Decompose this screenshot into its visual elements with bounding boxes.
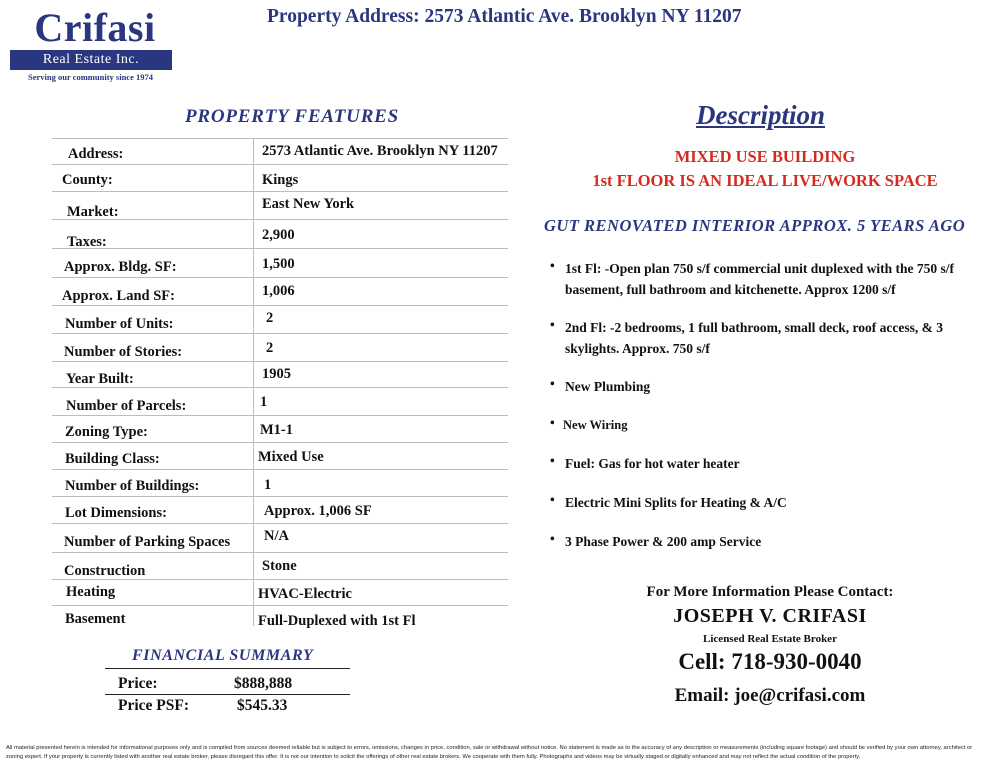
bullet-dot: • bbox=[550, 453, 555, 468]
feature-label: Year Built: bbox=[66, 371, 134, 387]
bullet-dot: • bbox=[550, 531, 555, 546]
description-title: Description bbox=[696, 100, 826, 130]
description-subheading: GUT RENOVATED INTERIOR APPROX. 5 YEARS AGO bbox=[544, 216, 966, 235]
feature-value: 1905 bbox=[262, 366, 291, 382]
feature-label: County: bbox=[62, 172, 113, 188]
feature-value: 1 bbox=[264, 477, 272, 493]
price-label: Price: bbox=[118, 675, 158, 692]
feature-label: Number of Stories: bbox=[64, 344, 183, 360]
feature-value: N/A bbox=[264, 528, 289, 544]
feature-label: Building Class: bbox=[65, 451, 160, 467]
feature-row bbox=[52, 164, 508, 192]
feature-row bbox=[52, 469, 508, 497]
table-column-divider bbox=[253, 138, 254, 626]
feature-value: 1,006 bbox=[262, 283, 295, 299]
contact-intro: For More Information Please Contact: bbox=[646, 584, 894, 600]
feature-value: Full-Duplexed with 1st Fl bbox=[258, 613, 416, 629]
property-features-title: PROPERTY FEATURES bbox=[185, 106, 400, 127]
feature-label: Market: bbox=[67, 204, 119, 220]
bullet-item: Fuel: Gas for hot water heater bbox=[565, 456, 740, 471]
feature-row bbox=[52, 523, 508, 553]
feature-value: Approx. 1,006 SF bbox=[264, 503, 372, 519]
bullet-dot: • bbox=[550, 492, 555, 507]
bullet-dot: • bbox=[550, 415, 555, 430]
price-psf-value: $545.33 bbox=[237, 697, 288, 714]
contact-role: Licensed Real Estate Broker bbox=[703, 633, 837, 645]
feature-value: 2,900 bbox=[262, 227, 295, 243]
feature-value: 1 bbox=[260, 394, 268, 410]
feature-label: Approx. Bldg. SF: bbox=[64, 259, 177, 275]
feature-value: East New York bbox=[262, 196, 355, 212]
feature-value: 2 bbox=[266, 310, 274, 326]
contact-cell: Cell: 718-930-0040 bbox=[678, 649, 862, 674]
feature-label: Construction bbox=[64, 563, 146, 579]
feature-value: 2 bbox=[266, 340, 274, 356]
feature-value: 2573 Atlantic Ave. Brooklyn NY 11207 bbox=[262, 143, 498, 159]
feature-row bbox=[52, 442, 508, 470]
feature-row bbox=[52, 552, 508, 580]
bullet-item: New Plumbing bbox=[565, 379, 651, 394]
financial-summary-rule-mid bbox=[105, 694, 350, 695]
feature-label: Number of Parking Spaces bbox=[64, 534, 231, 550]
feature-label: Approx. Land SF: bbox=[62, 288, 175, 304]
feature-row bbox=[52, 605, 508, 627]
disclaimer-text: All material presented herein is intended for informational purposes only and is compiled from sources deemed reliable but is subject to errors, omissions, changes in price, condition, sale or withdrawal without notice. No statement is made as to the accuracy of any description or measurements (including square footage) and should be verified by your own attorney, architect or zoning expert. If your property is currently listed with another real estate broker, please disregard this offer. It is not our intention to solicit the offerings of other real estate brokers. We cooperate with them fully. Photographs and videos may be virtually staged or digitally enhanced and may not reflect the actual condition of the property. bbox=[6, 745, 973, 760]
bullet-item: 1st Fl: -Open plan 750 s/f commercial unit duplexed with the 750 s/f basement, full bathroom and kitchenette. Approx 1200 s/f bbox=[565, 261, 955, 297]
logo-tagline: Serving our community since 1974 bbox=[28, 72, 153, 82]
feature-label: Address: bbox=[68, 146, 124, 162]
feature-value: Stone bbox=[262, 558, 297, 574]
feature-row bbox=[52, 579, 508, 606]
feature-row bbox=[52, 248, 508, 278]
logo-subtitle: Real Estate Inc. bbox=[42, 52, 140, 67]
financial-summary-rule-top bbox=[105, 668, 350, 669]
bullet-item: Electric Mini Splits for Heating & A/C bbox=[565, 495, 787, 510]
bullet-dot: • bbox=[550, 258, 555, 273]
company-logo bbox=[8, 6, 173, 82]
bullet-item: 2nd Fl: -2 bedrooms, 1 full bathroom, small deck, roof access, & 3 skylights. Approx. 750 s/f bbox=[565, 320, 943, 356]
feature-row bbox=[52, 496, 508, 524]
description-headline-1: MIXED USE BUILDING bbox=[674, 147, 856, 166]
feature-value: Kings bbox=[262, 172, 299, 188]
feature-value: 1,500 bbox=[262, 256, 295, 272]
feature-label: Number of Parcels: bbox=[66, 398, 187, 414]
feature-row bbox=[52, 333, 508, 362]
feature-row bbox=[52, 305, 508, 334]
feature-row bbox=[52, 361, 508, 388]
feature-label: Heating bbox=[66, 584, 116, 600]
feature-row bbox=[52, 191, 508, 220]
feature-row bbox=[52, 277, 508, 306]
bullet-dot: • bbox=[550, 317, 555, 332]
feature-row bbox=[52, 219, 508, 249]
feature-row bbox=[52, 138, 508, 165]
feature-label: Lot Dimensions: bbox=[65, 505, 167, 521]
property-address-heading: Property Address: 2573 Atlantic Ave. Brooklyn NY 11207 bbox=[267, 6, 742, 27]
feature-value: Mixed Use bbox=[258, 449, 324, 465]
bullet-item: 3 Phase Power & 200 amp Service bbox=[565, 534, 762, 549]
feature-label: Taxes: bbox=[67, 234, 107, 250]
description-headline-2: 1st FLOOR IS AN IDEAL LIVE/WORK SPACE bbox=[592, 171, 938, 190]
price-psf-label: Price PSF: bbox=[118, 697, 190, 714]
feature-row bbox=[52, 415, 508, 443]
price-value: $888,888 bbox=[234, 675, 293, 692]
contact-email: Email: joe@crifasi.com bbox=[674, 685, 866, 706]
feature-value: M1-1 bbox=[260, 422, 294, 438]
contact-name: JOSEPH V. CRIFASI bbox=[673, 605, 867, 627]
bullet-dot: • bbox=[550, 376, 555, 391]
feature-label: Number of Buildings: bbox=[65, 478, 200, 494]
logo-name: Crifasi bbox=[34, 5, 156, 50]
feature-row bbox=[52, 387, 508, 416]
bullet-item: New Wiring bbox=[563, 418, 628, 432]
feature-label: Number of Units: bbox=[65, 316, 174, 332]
feature-label: Zoning Type: bbox=[65, 424, 148, 440]
feature-label: Basement bbox=[65, 611, 126, 627]
feature-value: HVAC-Electric bbox=[258, 586, 352, 602]
financial-summary-title: FINANCIAL SUMMARY bbox=[132, 647, 314, 664]
